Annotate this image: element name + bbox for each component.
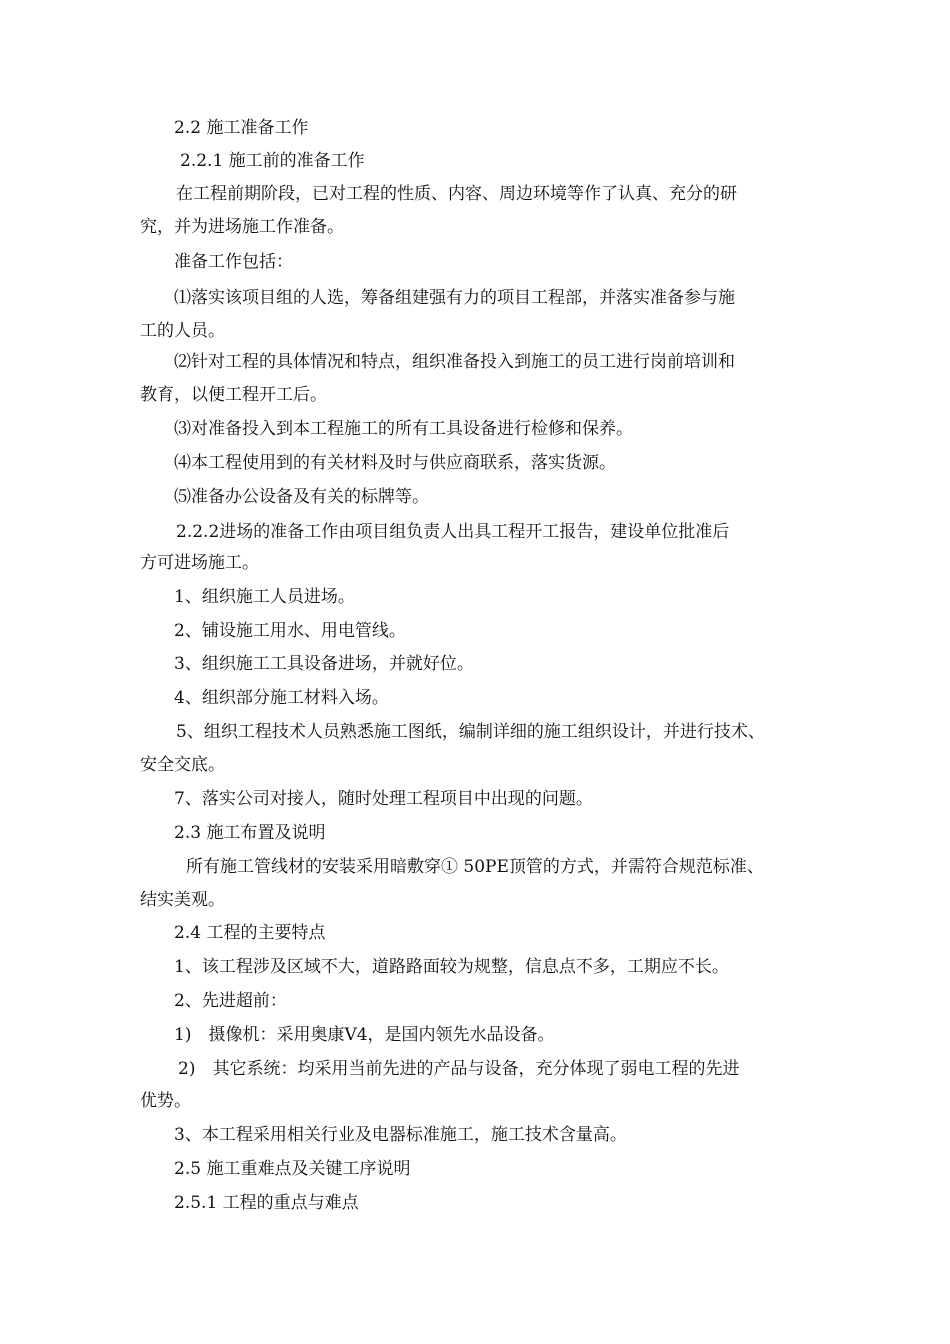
list-item-line: 1、该工程涉及区域不大，道路路面较为规整，信息点不多，工期应不长。 [174, 957, 729, 977]
list-item-line: ⑷本工程使用到的有关材料及时与供应商联系，落实货源。 [174, 453, 616, 473]
list-item-line: ⑴落实该项目组的人选，筹备组建强有力的项目工程部，并落实准备参与施 [174, 288, 735, 308]
paragraph-line: 结实美观。 [140, 890, 225, 910]
list-item-line: 3、组织施工工具设备进场，并就好位。 [174, 654, 474, 674]
list-item-line: 1、组织施工人员进场。 [174, 587, 355, 607]
paragraph-line: 在工程前期阶段，已对工程的性质、内容、周边环境等作了认真、充分的研 [176, 184, 737, 204]
list-item-line: 1) 摄像机：采用奥康V4，是国内领先水品设备。 [174, 1025, 555, 1045]
list-item-line: 2、铺设施工用水、用电管线。 [174, 621, 406, 641]
heading-2-5: 2.5 施工重难点及关键工序说明 [174, 1159, 411, 1179]
list-item-line: ⑶对准备投入到本工程施工的所有工具设备进行检修和保养。 [174, 419, 633, 439]
paragraph-line: 所有施工管线材的安装采用暗敷穿① 50PE顶管的方式，并需符合规范标准、 [186, 857, 764, 877]
paragraph-line: 准备工作包括： [174, 252, 293, 272]
list-item-line: 教育，以便工程开工后。 [140, 385, 327, 405]
list-item-line: 5、组织工程技术人员熟悉施工图纸，编制详细的施工组织设计，并进行技术、 [176, 722, 765, 742]
list-item-line: ⑸准备办公设备及有关的标牌等。 [174, 487, 429, 507]
list-item-line: 优势。 [140, 1091, 191, 1111]
paragraph-line: 2.2.2进场的准备工作由项目组负责人出具工程开工报告，建设单位批准后 [176, 522, 730, 542]
list-item-line: 2、先进超前： [174, 991, 287, 1011]
list-item-line: ⑵针对工程的具体情况和特点，组织准备投入到施工的员工进行岗前培训和 [174, 352, 735, 372]
list-item-line: 4、组织部分施工材料入场。 [174, 688, 389, 708]
heading-2-4: 2.4 工程的主要特点 [174, 923, 326, 943]
heading-2-2-1: 2.2.1 施工前的准备工作 [180, 151, 365, 171]
paragraph-line: 究，并为进场施工作准备。 [140, 217, 344, 237]
heading-2-5-1: 2.5.1 工程的重点与难点 [174, 1193, 359, 1213]
list-item-line: 工的人员。 [140, 321, 225, 341]
paragraph-line: 方可进场施工。 [140, 553, 259, 573]
list-item-line: 2) 其它系统：均采用当前先进的产品与设备，充分体现了弱电工程的先进 [178, 1059, 740, 1079]
list-item-line: 3、本工程采用相关行业及电器标准施工，施工技术含量高。 [174, 1125, 627, 1145]
heading-2-2: 2.2 施工准备工作 [174, 118, 309, 138]
heading-2-3: 2.3 施工布置及说明 [174, 823, 326, 843]
list-item-line: 安全交底。 [140, 755, 225, 775]
list-item-line: 7、落实公司对接人，随时处理工程项目中出现的问题。 [174, 789, 593, 809]
